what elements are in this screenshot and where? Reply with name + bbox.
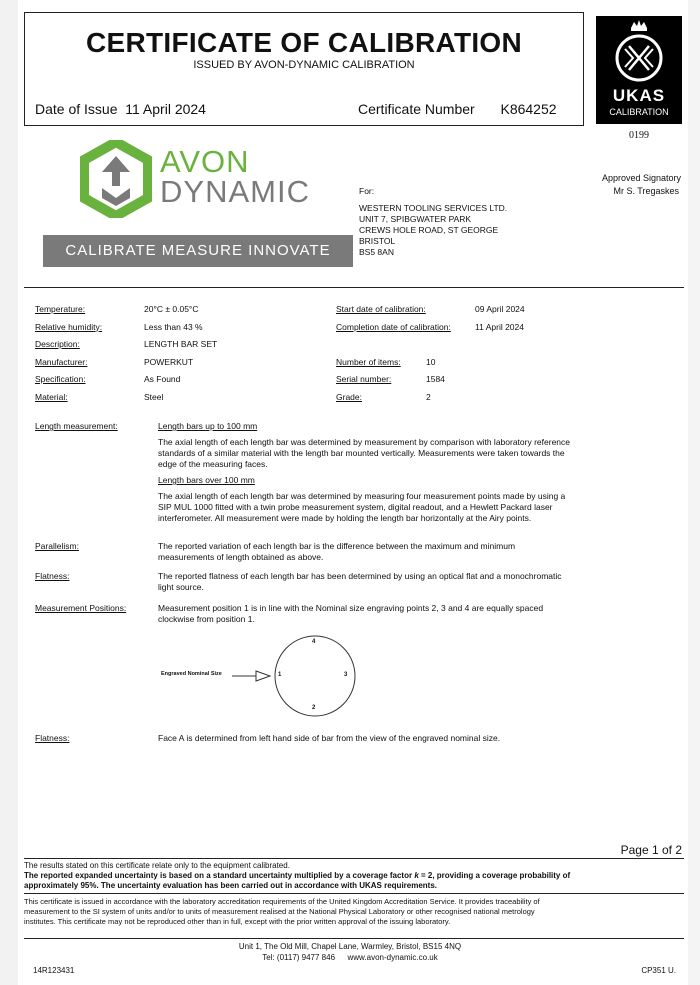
positions-text-line: clockwise from position 1. [158,614,255,624]
company-contact [0,952,700,963]
client-address-line: BS5 8AN [359,247,394,257]
length-text-line: The axial length of each length bar was determined by measurement by comparison with laboratory reference [158,437,570,447]
page-margin-left [0,0,18,985]
company-website: www.avon-dynamic.co.uk [347,953,438,962]
length-text-line: The axial length of each length bar was determined by measuring four measurement points made by using a [158,491,566,501]
temperature-value: 20°C ± 0.05°C [144,304,199,314]
position-3-label: 3 [344,672,348,678]
length-text-line: SIP MUL 1000 fitted with a twin probe measurement system, digital readout, and a Hewlett Packard laser [158,502,553,512]
specification-value: As Found [144,374,181,384]
client-address-line: CREWS HOLE ROAD, ST GEORGE [359,225,499,235]
ukas-calibration: CALIBRATION [609,107,669,117]
specification-label: Specification: [35,374,86,384]
detail-row-serial [336,374,636,392]
manufacturer-label: Manufacturer: [35,356,88,367]
serial-value: 1584 [426,374,445,384]
parallelism-body [158,541,638,563]
flatness-face-text: Face A is determined from left hand side of bar from the view of the engraved nominal size. [158,733,501,743]
detail-row-grade [336,392,636,410]
serial-label: Serial number: [336,374,392,384]
avon-dynamic-logo-mark [80,140,152,218]
results-note [24,861,684,891]
temperature-label: Temperature: [35,304,86,314]
detail-row-description [35,339,355,357]
completion-date-label: Completion date of calibration: [336,321,451,332]
client-address-line: UNIT 7, SPIBGWATER PARK [359,214,472,224]
ukas-crown-icon [596,16,682,86]
logo-word-avon: AVON [160,144,250,179]
ukas-mark [596,16,682,124]
company-telephone: Tel: (0117) 9477 846 [262,953,336,962]
detail-row-items [336,357,636,375]
certificate-number-value: K864252 [500,101,557,117]
completion-date-value: 11 April 2024 [475,321,524,332]
detail-row-humidity [35,322,355,340]
flatness-label: Flatness: [35,571,70,581]
items-label: Number of items: [336,356,401,367]
coverage-factor-k: k [414,871,419,880]
length-text-line: edge of the measuring faces. [158,459,268,469]
client-label: For: [359,186,375,196]
footer-divider-bottom [24,938,684,939]
date-of-issue-value: 11 April 2024 [125,101,206,117]
manufacturer-value: POWERKUT [144,356,194,367]
material-value: Steel [144,391,164,402]
detail-row-material [35,392,355,410]
company-address: Unit 1, The Old Mill, Chapel Lane, Warmley, Bristol, BS15 4NQ [238,942,462,951]
positions-text-line: Measurement position 1 is in line with the Nominal size engraving points 2, 3 and 4 are equally spaced [158,603,544,613]
length-subheading-up-to-100: Length bars up to 100 mm [158,421,258,431]
detail-row-manufacturer [35,357,355,375]
date-of-issue [35,101,206,117]
uncertainty-text-b: = 2, providing a coverage probability of [418,871,571,880]
uncertainty-statement-2: approximately 95%. The uncertainty evaluation has been carried out in accordance with UKAS requirements. [24,881,438,890]
detail-row-spacer [336,339,636,357]
section-divider [24,287,684,288]
measurement-positions-body [158,603,638,625]
results-statement: The results stated on this certificate relate only to the equipment calibrated. [24,861,290,870]
parallelism-text-line: measurements of length obtained as above. [158,552,324,562]
client-address-line: BRISTOL [359,236,396,246]
position-1-label: 1 [278,672,282,678]
flatness-text-line: light source. [158,582,204,592]
footer-divider-mid [24,893,684,894]
company-address-block [0,941,700,963]
avon-dynamic-logo-icon [80,140,152,218]
material-label: Material: [35,391,68,402]
parallelism-label: Parallelism: [35,541,79,551]
certificate-title: CERTIFICATE OF CALIBRATION [85,27,523,58]
flatness-body [158,571,638,593]
length-measurement-body [158,421,638,524]
detail-row-start-date [336,304,636,322]
engraved-arrow-head-icon [256,671,270,681]
logo-tagline: CALIBRATE MEASURE INNOVATE [43,235,353,267]
footer-divider-top [24,858,684,859]
detail-row-completion-date [336,322,636,340]
signatory-label: Approved Signatory [601,173,681,183]
description-label: Description: [35,339,80,349]
certificate-header [24,12,584,126]
accreditation-text-line: measurement to the SI system of units and/or to units of measurement realised at the National Physical Laboratory or other recognised national metrology [24,907,535,916]
length-measurement-label: Length measurement: [35,421,118,431]
position-2-label: 2 [312,705,316,711]
position-4-label: 4 [312,639,316,645]
grade-label: Grade: [336,391,362,402]
signatory-name: Mr S. Tregaskes [613,186,679,196]
length-text-line: standards of a similar material with the length bar mounted vertically. Measurements were taken towards the [158,448,565,458]
humidity-label: Relative humidity: [35,321,103,332]
date-of-issue-label: Date of Issue [35,101,118,117]
measurement-positions-label: Measurement Positions: [35,603,127,613]
length-subheading-over-100: Length bars over 100 mm [158,475,255,485]
items-value: 10 [426,356,436,367]
certificate-subtitle: ISSUED BY AVON-DYNAMIC CALIBRATION [193,59,415,71]
detail-row-specification [35,374,355,392]
details-right [336,304,636,409]
document-reference-left: 14R123431 [33,966,75,975]
approved-signatory [560,172,681,198]
length-bar-face-circle [275,636,355,716]
page-number: Page 1 of 2 [620,843,682,857]
parallelism-text-line: The reported variation of each length bar is the difference between the maximum and minimum [158,541,516,551]
client-address-line: WESTERN TOOLING SERVICES LTD. [359,203,508,213]
certificate-number [358,101,557,117]
accreditation-note [24,897,688,927]
detail-row-temperature [35,304,355,322]
ukas-word: UKAS [612,86,666,105]
logo-word-dynamic: DYNAMIC [160,174,310,209]
description-value: LENGTH BAR SET [144,339,218,349]
ukas-number: 0199 [629,130,649,141]
start-date-value: 09 April 2024 [475,304,525,314]
grade-value: 2 [426,391,431,402]
engraved-nominal-size-label: Engraved Nominal Size [161,671,222,677]
details-left [35,304,355,409]
page-margin-right [688,0,700,985]
flatness-face-label: Flatness: [35,733,70,743]
humidity-value: Less than 43 % [144,321,203,332]
certificate-number-label: Certificate Number [358,101,475,117]
accreditation-text-line: institutes. This certificate may not be reproduced other than in full, except with the prior written approval of the issuing laboratory. [24,917,451,926]
uncertainty-text-a: The reported expanded uncertainty is based on a standard uncertainty multiplied by a coverage factor [24,871,415,880]
document-reference-right: CP351 U. [641,966,676,975]
uncertainty-statement [24,871,684,881]
start-date-label: Start date of calibration: [336,304,426,314]
accreditation-text-line: This certificate is issued in accordance with the laboratory accreditation requirements of the United Kingdom Accreditation Service. It provides traceability of [24,897,540,906]
length-text-line: interferometer. All measurement were made by holding the length bar horizontally at the Airy points. [158,513,532,523]
flatness-text-line: The reported flatness of each length bar has been determined by using an optical flat and a monochromatic [158,571,562,581]
client-block [359,186,507,258]
